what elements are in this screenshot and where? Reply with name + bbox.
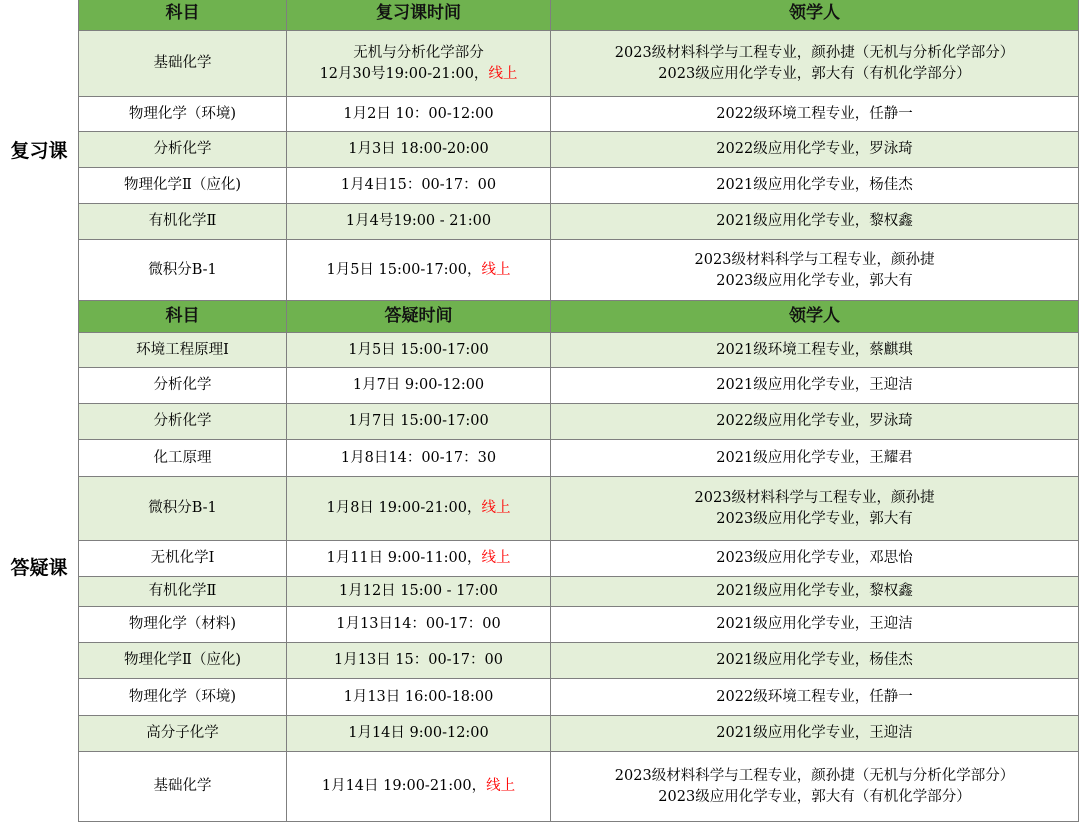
table-row — [79, 679, 1079, 716]
leader-cell: 2021级应用化学专业，杨佳杰 — [551, 643, 1079, 679]
table-row — [79, 333, 1079, 368]
subject-cell: 分析化学 — [79, 132, 287, 168]
leader-cell: 2021级应用化学专业，王耀君 — [551, 440, 1079, 477]
subject-cell: 高分子化学 — [79, 716, 287, 752]
time-cell: 1月13日 16:00-18:00 — [287, 679, 551, 716]
leader-cell — [551, 240, 1079, 302]
leader-line: 2023级材料科学与工程专业，颜孙捷 — [694, 251, 935, 268]
online-tag: 线上 — [481, 500, 511, 516]
table-row — [79, 752, 1079, 822]
leader-line: 2023级应用化学专业，郭大有（有机化学部分） — [658, 788, 971, 805]
qa-schedule-table — [78, 300, 1079, 822]
time-cell: 1月4日15：00-17：00 — [287, 168, 551, 204]
time-cell — [287, 752, 551, 822]
leader-line: 2023级应用化学专业，郭大有（有机化学部分） — [658, 65, 971, 82]
subject-cell: 基础化学 — [79, 752, 287, 822]
table-row — [79, 643, 1079, 679]
leader-cell: 2021级应用化学专业，王迎洁 — [551, 368, 1079, 404]
subject-cell: 化工原理 — [79, 440, 287, 477]
table-row — [79, 97, 1079, 132]
review-schedule-table — [78, 0, 1079, 302]
leader-cell: 2021级应用化学专业，杨佳杰 — [551, 168, 1079, 204]
leader-line: 2023级材料科学与工程专业，颜孙捷（无机与分析化学部分） — [614, 767, 1015, 784]
time-text: 1月14日 19:00-21:00， — [321, 778, 487, 794]
time-text: 1月11日 9:00-11:00， — [326, 550, 482, 566]
table-header-row — [79, 301, 1079, 333]
subject-cell: 物理化学Ⅱ（应化) — [79, 643, 287, 679]
leader-line: 2023级材料科学与工程专业，颜孙捷 — [694, 489, 935, 506]
table-row — [79, 31, 1079, 97]
time-line: 12月30号19:00-21:00， — [319, 65, 489, 82]
online-tag: 线上 — [481, 262, 511, 278]
leader-cell: 2023级应用化学专业，邓思怡 — [551, 541, 1079, 577]
table-row — [79, 716, 1079, 752]
leader-cell: 2021级环境工程专业，蔡麒琪 — [551, 333, 1079, 368]
leader-cell — [551, 477, 1079, 541]
header-time: 复习课时间 — [287, 0, 551, 31]
time-cell: 1月5日 15:00-17:00 — [287, 333, 551, 368]
time-cell: 1月14日 9:00-12:00 — [287, 716, 551, 752]
time-cell — [287, 31, 551, 97]
leader-cell: 2021级应用化学专业，黎权鑫 — [551, 204, 1079, 240]
time-cell: 1月12日 15:00 - 17:00 — [287, 577, 551, 607]
table-row — [79, 404, 1079, 440]
subject-cell: 物理化学（环境) — [79, 97, 287, 132]
table-row — [79, 607, 1079, 643]
time-cell: 1月3日 18:00-20:00 — [287, 132, 551, 168]
leader-cell — [551, 31, 1079, 97]
subject-cell: 有机化学Ⅱ — [79, 577, 287, 607]
subject-cell: 物理化学Ⅱ（应化) — [79, 168, 287, 204]
time-cell: 1月7日 9:00-12:00 — [287, 368, 551, 404]
leader-line: 2023级材料科学与工程专业，颜孙捷（无机与分析化学部分） — [614, 44, 1015, 61]
header-leader: 领学人 — [551, 0, 1079, 31]
time-cell — [287, 477, 551, 541]
leader-line: 2023级应用化学专业，郭大有 — [716, 272, 913, 289]
leader-line: 2023级应用化学专业，郭大有 — [716, 510, 913, 527]
header-leader: 领学人 — [551, 301, 1079, 333]
time-cell: 1月4号19:00 - 21:00 — [287, 204, 551, 240]
table-row — [79, 132, 1079, 168]
time-cell — [287, 541, 551, 577]
online-tag: 线上 — [486, 778, 516, 794]
table-row — [79, 440, 1079, 477]
subject-cell: 物理化学（环境) — [79, 679, 287, 716]
table-header-row — [79, 0, 1079, 31]
time-cell — [287, 240, 551, 302]
subject-cell: 有机化学Ⅱ — [79, 204, 287, 240]
subject-cell: 无机化学Ⅰ — [79, 541, 287, 577]
leader-cell: 2021级应用化学专业，黎权鑫 — [551, 577, 1079, 607]
leader-cell: 2022级环境工程专业，任静一 — [551, 97, 1079, 132]
table-row — [79, 240, 1079, 302]
header-subject: 科目 — [79, 301, 287, 333]
leader-cell: 2022级应用化学专业，罗泳琦 — [551, 404, 1079, 440]
header-subject: 科目 — [79, 0, 287, 31]
table-row — [79, 168, 1079, 204]
online-tag: 线上 — [488, 65, 518, 82]
subject-cell: 环境工程原理Ⅰ — [79, 333, 287, 368]
time-text: 1月5日 15:00-17:00， — [326, 262, 482, 278]
time-cell: 1月13日14：00-17：00 — [287, 607, 551, 643]
table-row — [79, 368, 1079, 404]
review-section-label: 复习课 — [10, 140, 68, 162]
subject-cell: 微积分B-1 — [79, 240, 287, 302]
subject-cell: 物理化学（材料) — [79, 607, 287, 643]
subject-cell: 微积分B-1 — [79, 477, 287, 541]
subject-cell: 基础化学 — [79, 31, 287, 97]
leader-cell: 2021级应用化学专业，王迎洁 — [551, 716, 1079, 752]
leader-cell — [551, 752, 1079, 822]
leader-cell: 2022级环境工程专业，任静一 — [551, 679, 1079, 716]
table-row — [79, 577, 1079, 607]
table-row — [79, 477, 1079, 541]
time-cell: 1月8日14：00-17：30 — [287, 440, 551, 477]
table-row — [79, 541, 1079, 577]
subject-cell: 分析化学 — [79, 404, 287, 440]
qa-section-label: 答疑课 — [10, 557, 68, 579]
header-time: 答疑时间 — [287, 301, 551, 333]
online-tag: 线上 — [481, 550, 511, 566]
time-cell: 1月2日 10：00-12:00 — [287, 97, 551, 132]
time-text: 1月8日 19:00-21:00， — [326, 500, 482, 516]
subject-cell: 分析化学 — [79, 368, 287, 404]
time-line: 无机与分析化学部分 — [353, 44, 484, 61]
time-cell: 1月13日 15：00-17：00 — [287, 643, 551, 679]
leader-cell: 2021级应用化学专业，王迎洁 — [551, 607, 1079, 643]
table-row — [79, 204, 1079, 240]
time-cell: 1月7日 15:00-17:00 — [287, 404, 551, 440]
leader-cell: 2022级应用化学专业，罗泳琦 — [551, 132, 1079, 168]
